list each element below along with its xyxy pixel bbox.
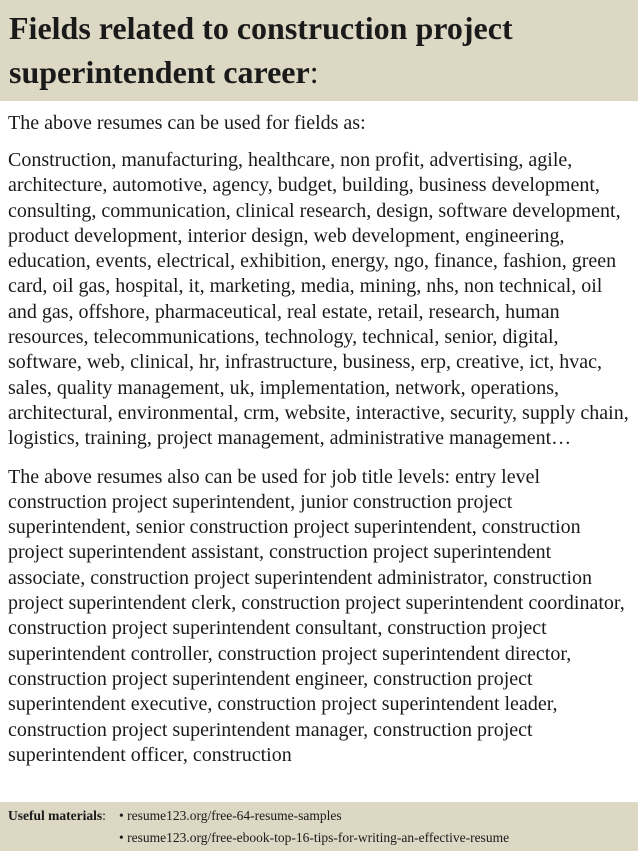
useful-materials-label-text: Useful materials <box>8 808 103 823</box>
fields-paragraph: Construction, manufacturing, healthcare, non profit, advertising, agile, architecture, automotive, agency, budget, building, business development, consulting, communication, clinical research, design, software development, product development, interior design, web development, engineering, education, events, electrical, exhibition, energy, ngo, finance, fashion, green card, oil gas, hospital, it, marketing, media, mining, nhs, non technical, oil and gas, offshore, pharmaceutical, real estate, retail, research, human resources, telecommunications, technology, technical, senior, digital, software, web, clinical, hr, infrastructure, business, erp, creative, ict, hvac, sales, quality management, uk, implementation, network, operations, architectural, environmental, crm, website, interactive, security, supply chain, logistics, training, project management, administrative management… <box>8 149 629 450</box>
resource-link-samples[interactable]: • resume123.org/free-64-resume-samples <box>119 808 342 823</box>
useful-materials-label <box>8 806 106 826</box>
resource-link-ebook[interactable]: • resume123.org/free-ebook-top-16-tips-for-writing-an-effective-resume <box>119 830 510 845</box>
page-title-text: Fields related to construction project superintendent career <box>9 10 513 90</box>
page-title <box>9 6 629 94</box>
page-title-colon: : <box>309 54 319 90</box>
footer-bar <box>0 802 638 851</box>
slide-header <box>0 0 638 101</box>
main-content <box>8 110 632 802</box>
useful-materials-label-colon: : <box>102 808 106 823</box>
job-titles-paragraph: The above resumes also can be used for job title levels: entry level construction project superintendent, junior construction project superintendent, senior construction project superintendent, construction project superintendent assistant, construction project superintendent associate, construction project superintendent administrator, construction project superintendent clerk, construction project superintendent coordinator, construction project superintendent consultant, construction project superintendent controller, construction project superintendent director, construction project superintendent engineer, construction project superintendent executive, construction project superintendent leader, construction project superintendent manager, construction project superintendent officer, construction <box>8 465 625 766</box>
intro-text: The above resumes can be used for fields as: <box>8 112 366 134</box>
